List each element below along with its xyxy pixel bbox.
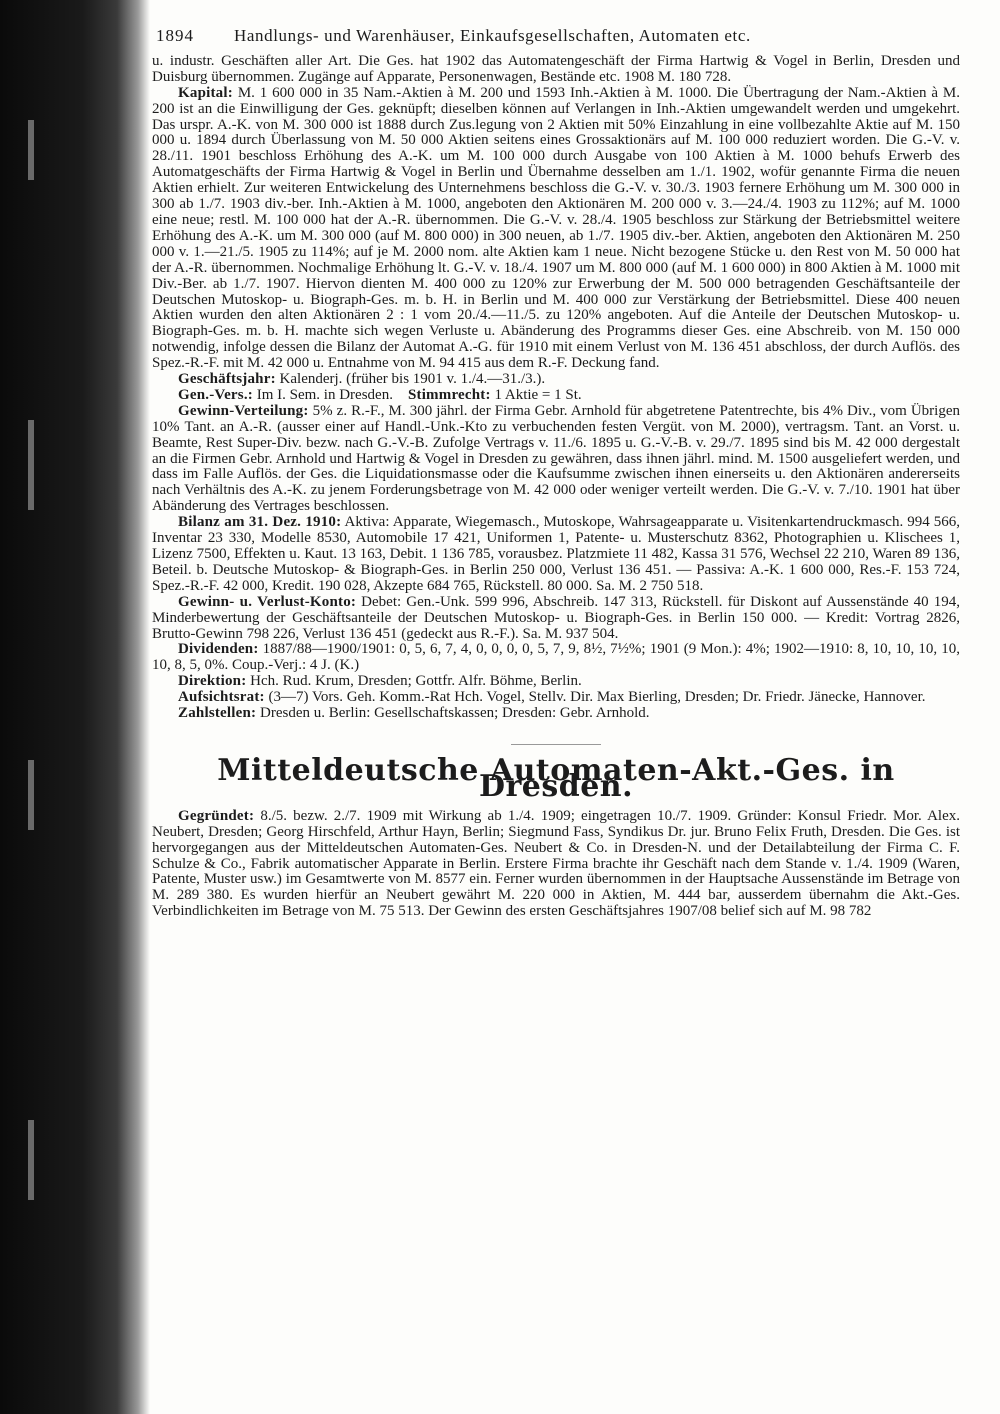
genvers-text: Im I. Sem. in Dresden. (256, 386, 393, 403)
page-number: 1894 (156, 26, 194, 45)
direktion-text: Hch. Rud. Krum, Dresden; Gottfr. Alfr. Böhme, Berlin. (250, 673, 582, 690)
running-header (156, 28, 960, 44)
geschaeftsjahr-text: Kalenderj. (früher bis 1901 v. 1./4.—31./3.). (279, 371, 546, 388)
zahlstellen-label: Zahlstellen: (178, 705, 257, 722)
kapital-text: M. 1 600 000 in 35 Nam.-Aktien à M. 200 und 1593 Inh.-Aktien à M. 1000. Die Übertragung der Nam.-Aktien à M. 200 ist an die Einwilligung der Ges. geknüpft; dieselben können auf Verlangen in Inh.-Aktien umgewandelt werden und umgekehrt. Das urspr. A.-K. von M. 300 000 ist 1888 durch Zus.legung von 2 Aktien mit 50% Einzahlung in eine vollbezahlte Aktie auf M. 150 000 u. 1894 durch Überlassung von M. 50 000 Aktien seitens eines Grossaktionärs auf M. 100 000 reduziert worden. Die G.-V. v. 28./11. 1901 beschloss Erhöhung des A.-K. um M. 100 000 durch Ausgabe von 100 Aktien à M. 1000 behufs Erwerb des Automatgeschäfts der Firma Hartwig & Vogel in Berlin und Übernahme desselben am 1./1. 1902, wofür genannte Firma die neuen Aktien erhielt. Zur weiteren Entwickelung des Unternehmens beschloss die G.-V. v. 30./3. 1903 fernere Erhöhung um M. 300 000 in 300 ab 1./7. 1903 div.-ber. Inh.-Aktien à M. 1000, angeboten den Aktionären M. 200 000 v. 3.—24./4. 1903 zu 112%; auf M. 1000 eine neue; restl. M. 100 000 hat der A.-R. übernommen. Die G.-V. v. 28./4. 1905 beschloss zur Stärkung der Betriebsmittel weitere Erhöhung des A.-K. um M. 300 000 (auf M. 800 000) in 300 neuen, ab 1./7. 1905 div.-ber. Aktien, angeboten den Aktionären M. 250 000 v. 1.—21./5. 1905 zu 114%; auf je M. 2000 nom. alte Aktien kam 1 neue. Nicht bezogene Stücke u. den Rest von M. 50 000 hat der A.-R. übernommen. Nochmalige Erhöhung lt. G.-V. v. 18./4. 1907 um M. 800 000 (auf M. 1 600 000) in 800 Aktien à M. 1000 mit Div.-Ber. ab 1./7. 1907. Hiervon dienten M. 400 000 zu 120% zur Erwerbung der M. 500 000 betragenden Geschäftsanteile der Deutschen Mutoskop- u. Biograph-Ges. m. b. H. in Berlin und M. 400 000 zur Verstärkung der Betriebsmittel. Diese 400 neuen Aktien wurden den alten Aktionären 2 : 1 vom 20./4.—11./5. zu 120% angeboten. Auf die Anteile der Deutschen Mutoskop- u. Biograph-Ges. m. b. H. machte sich wegen Verluste u. Abänderung des Programms dieser Ges. eine Abschreib. von M. 150 000 notwendig, infolge dessen die Bilanz der Automat A.-G. für 1910 mit einem Verlust von M. 136 451 abschloss, der durch Auflös. des Spez.-R.-F. mit M. 42 000 u. Entnahme von M. 94 415 aus dem R.-F. Deckung fand. (152, 84, 960, 372)
spine-mark (28, 120, 34, 180)
bilanz-paragraph (152, 515, 960, 595)
genvers-label: Gen.-Vers.: (178, 386, 253, 403)
konto-label: Gewinn- u. Verlust-Konto: (178, 593, 357, 610)
zahlstellen-text: Dresden u. Berlin: Gesellschaftskassen; Dresden: Gebr. Arnhold. (260, 705, 650, 722)
company-title: Mitteldeutsche Automaten-Akt.-Ges. in Dresden. (217, 752, 895, 804)
dividenden-label: Dividenden: (178, 641, 259, 658)
gewinn-label: Gewinn-Verteilung: (178, 402, 309, 419)
kapital-paragraph (152, 86, 960, 372)
running-title: Handlungs- und Warenhäuser, Einkaufsgesellschaften, Automaten etc. (234, 26, 751, 45)
document-page (152, 28, 960, 920)
direktion-paragraph (152, 674, 960, 690)
bilanz-label: Bilanz am 31. Dez. 1910: (178, 514, 342, 531)
aufsichtsrat-paragraph (152, 690, 960, 706)
stimmrecht-label: Stimmrecht: (407, 386, 491, 403)
direktion-label: Direktion: (178, 673, 247, 690)
zahlstellen-paragraph (152, 706, 960, 722)
spine-mark (28, 420, 34, 510)
aufsichtsrat-label: Aufsichtsrat: (178, 689, 265, 706)
aufsichtsrat-text: (3—7) Vors. Geh. Komm.-Rat Hch. Vogel, Stellv. Dir. Max Bierling, Dresden; Dr. Friedr. Jänecke, Hannover. (268, 689, 926, 706)
gegruendet-label: Gegründet: (178, 807, 255, 824)
konto-paragraph (152, 595, 960, 643)
dividenden-paragraph (152, 642, 960, 674)
gewinn-paragraph (152, 404, 960, 515)
intro-paragraph: u. industr. Geschäften aller Art. Die Ges. hat 1902 das Automatengeschäft der Firma Hartwig & Vogel in Berlin, Dresden und Duisburg übernommen. Zugänge auf Apparate, Personenwagen, Bestände etc. 1908 M. 180 728. (152, 52, 960, 85)
geschaeftsjahr-paragraph (152, 372, 960, 388)
spine-mark (28, 1120, 34, 1200)
kapital-label: Kapital: (178, 84, 233, 101)
geschaeftsjahr-label: Geschäftsjahr: (178, 371, 276, 388)
genvers-paragraph (152, 388, 960, 404)
bilanz-text: Aktiva: Apparate, Wiegemasch., Mutoskope, Wahrsageapparate u. Visitenkartendruckmasch. 994 566, Inventar 23 330, Modelle 8530, Automobile 17 421, Uniformen 1, Patente- u. Musterschutz 8362, Photographien u. Klischees 1, Lizenz 7500, Effekten u. Kaut. 13 163, Debit. 1 136 785, vorausbez. Platzmiete 11 482, Kassa 31 576, Wechsel 22 210, Waren 89 136, Beteil. b. Deutsche Mutoskop- & Biograph-Ges. in Berlin 250 000, Verlust 136 451. — Passiva: A.-K. 1 600 000, Res.-F. 153 724, Spez.-R.-F. 42 000, Kredit. 190 028, Akzepte 684 765, Rückstell. 80 000. Sa. M. 2 750 518. (152, 514, 960, 594)
gegruendet-text: 8./5. bezw. 2./7. 1909 mit Wirkung ab 1./4. 1909; eingetragen 10./7. 1909. Gründer: Konsul Friedr. Mor. Alex. Neubert, Dresden; Georg Hirschfeld, Arthur Hayn, Berlin; Siegmund Fass, Syndikus Dr. jur. Bruno Felix Fruth, Dresden. Die Ges. ist hervorgegangen aus der Mitteldeutschen Automaten-Ges. Neubert & Co. in Dresden-N. und der Detailabteilung der Firma C. F. Schulze & Co., Fabrik automatischer Apparate in Berlin. Erstere Firma brachte ihr Geschäft nach dem Stande v. 1./4. 1909 (Waren, Patente, Muster usw.) im Gesamtwerte von M. 8577 ein. Ferner wurden übernommen in der Hauptsache Aussenstände im Betrage von M. 289 380. Es wurden hierfür an Neubert gewährt M. 220 000 in Aktien, M. 444 bar, ausserdem übernahm die Akt.-Ges. Verbindlichkeiten im Betrage von M. 75 513. Der Gewinn des ersten Geschäftsjahres 1907/08 belief sich auf M. 98 782 (152, 807, 961, 920)
stimmrecht-text: 1 Aktie = 1 St. (494, 386, 582, 403)
spine-mark (28, 760, 34, 830)
book-spine-shadow (0, 0, 150, 1414)
gewinn-text: 5% z. R.-F., M. 300 jährl. der Firma Gebr. Arnhold für abgetretene Patentrechte, bis 4% Div., vom Übrigen 10% Tant. an A.-R. (ausser einer auf Handl.-Unk.-Kto zu verbuchenden festen Vergüt. von M. 2000), vertragsm. Tant. an Vorst. u. Beamte, Rest Super-Div. bezw. nach G.-V.-B. Zufolge Vertrags v. 11./6. 1895 u. G.-V.-B. v. 29./7. 1895 sind bis M. 42 000 dergestalt an die Firmen Gebr. Arnhold und Hartwig & Vogel in Dresden zu gewähren, dass ihnen jährl. mind. M. 1500 ausgeliefert werden, und dass im Falle Auflös. der Ges. die Liquidationsmasse oder die Kaufsumme zwischen ihnen einerseits u. den Aktionären andererseits nach Verhältnis des A.-K. zu jenem Forderungsbetrage von M. 42 000 oder weniger verteilt werden. Die G.-V. v. 7./10. 1901 hat über Abänderung des Vertrages beschlossen. (152, 402, 961, 515)
konto-text: Debet: Gen.-Unk. 599 996, Abschreib. 147 313, Rückstell. für Diskont auf Aussenstände 40 194, Minderbewertung der Geschäftsanteile der Deutschen Mutoskop- u. Biograph-Ges. in Berlin 150 000. — Kredit: Vortrag 2826, Brutto-Gewinn 798 226, Verlust 136 451 (gedeckt aus R.-F.). Sa. M. 937 504. (152, 593, 960, 642)
dividenden-text: 1887/88—1900/1901: 0, 5, 6, 7, 4, 0, 0, 0, 0, 5, 7, 9, 8½, 7½%; 1901 (9 Mon.): 4%; 1902—1910: 8, 10, 10, 10, 10, 10, 8, 5, 0%. Coup.-Verj.: 4 J. (K.) (152, 641, 960, 674)
gegruendet-paragraph (152, 809, 960, 920)
section-divider (511, 744, 601, 745)
